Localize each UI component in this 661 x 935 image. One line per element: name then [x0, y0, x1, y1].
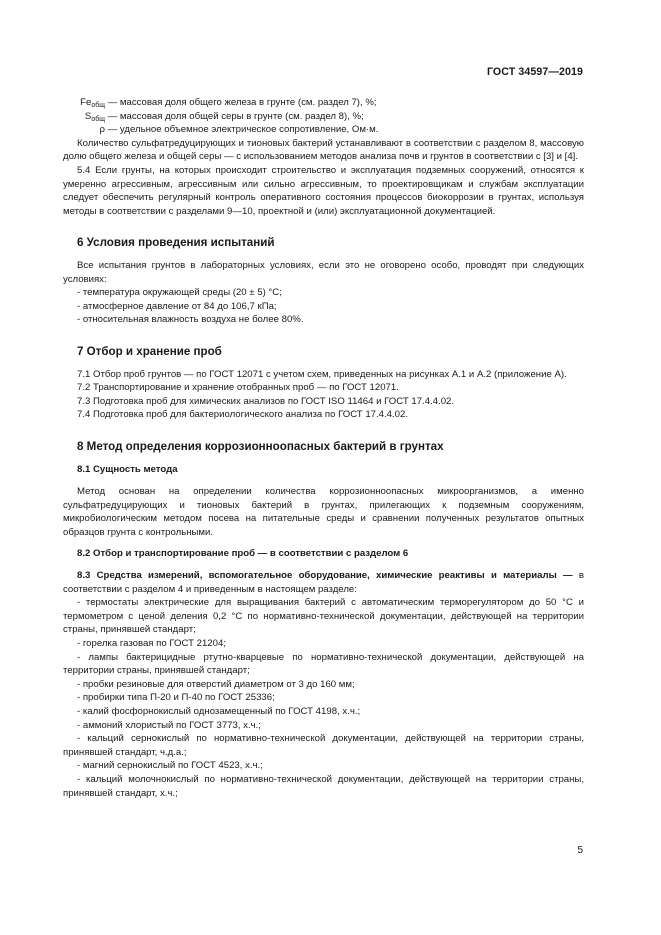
doc-code-header: ГОСТ 34597—2019 — [486, 66, 583, 78]
list-item: - атмосферное давление от 84 до 106,7 кПа; — [77, 300, 277, 312]
list-item: - термостаты электрические для выращивания бактерий с автоматическим терморегулятором до 50 °С и термометром с ценой деления 0,2 °С по нормативно-технической документации, действующей на территории страны, принявшей стандарт; — [63, 597, 584, 636]
clause-8-3-text: в соответствии с разделом 4 и приведенным в настоящем разделе: — [63, 570, 585, 595]
symbol: Fe — [80, 97, 92, 108]
definition-rho — [63, 123, 584, 137]
list-item: - лампы бактерицидные ртутно-кварцевые по нормативно-технической документации, действующей на территории страны, принявшей стандарт; — [63, 651, 584, 677]
clause-8-2-title: 8.2 Отбор и транспортирование проб — в соответствии с разделом 6 — [77, 548, 409, 560]
symbol: S — [84, 110, 92, 122]
page-content — [63, 96, 584, 800]
subscript: общ — [91, 115, 105, 123]
section-6-title: 6 Условия проведения испытаний — [77, 236, 275, 250]
symbol: ρ — [99, 124, 105, 136]
clause-8-1-text: Метод основан на определении количества коррозионноопасных микроорганизмов, а именно сульфатредуцирующих и тионовых бактерий в грунтах, прилегающих к подземным сооружениям, микробиологическим методом посева на питательные среды и сравнении полученных результатов опытных образцов грунта с контрольными. — [63, 486, 584, 538]
definition-text: — массовая доля общей серы в грунте (см. раздел 8), %; — [105, 110, 364, 122]
clause-7-4: 7.4 Подготовка проб для бактериологического анализа по ГОСТ 17.4.4.02. — [77, 409, 409, 421]
list-item: - пробки резиновые для отверстий диаметром от 3 до 160 мм; — [77, 678, 355, 690]
section-6-intro: Все испытания грунтов в лабораторных условиях, если это не оговорено особо, проводят при следующих условиях: — [63, 259, 584, 285]
clause-7-1: 7.1 Отбор проб грунтов — по ГОСТ 12071 с учетом схем, приведенных на рисунках А.1 и А.2 (приложение А). — [77, 368, 567, 380]
list-item: - кальций сернокислый по нормативно-технической документации, действующей на территории страны, принявшей стандарт, ч.д.а.; — [63, 733, 584, 758]
subscript: общ — [91, 102, 105, 109]
list-item: - магний сернокислый по ГОСТ 4523, х.ч.; — [77, 760, 263, 772]
paragraph-bacteria-count: Количество сульфатредуцирующих и тионовых бактерий устанавливают в соответствии с разделом 8, массовую долю общего железа и общей серы — с использованием методов анализа почв и грунтов в соответствии с [3] и [4]. — [63, 137, 584, 163]
page-number: 5 — [577, 845, 583, 856]
section-7-title: 7 Отбор и хранение проб — [77, 344, 222, 358]
clause-7-3: 7.3 Подготовка проб для химических анализов по ГОСТ ISO 11464 и ГОСТ 17.4.4.02. — [77, 395, 455, 407]
definition-s — [63, 110, 584, 124]
section-8-title: 8 Метод определения коррозионноопасных бактерий в грунтах — [77, 439, 444, 453]
list-item: - кальций молочнокислый по нормативно-технической документации, действующей на территории страны, принявшей стандарт, х.ч.; — [63, 773, 584, 799]
paragraph-5-4: 5.4 Если грунты, на которых происходит строительство и эксплуатация подземных сооружений, относятся к умеренно агрессивным, агрессивным или сильно агрессивным, то проектировщикам и службам эксплуатации следует обеспечить регулярный контроль оперативного состояния процессов биокоррозии в грунтах, используя методы в соответствии с разделами 9—10, проектной и (или) эксплуатационной документацией. — [63, 164, 584, 217]
definition-text: — удельное объемное электрическое сопротивление, Ом·м. — [105, 124, 379, 136]
definition-text: — массовая доля общего железа в грунте (см. раздел 7), %; — [105, 97, 377, 108]
clause-8-3-title: 8.3 Средства измерений, вспомогательное оборудование, химические реактивы и материалы — — [77, 570, 573, 582]
clause-8-1-title: 8.1 Сущность метода — [77, 464, 178, 476]
list-item: - аммоний хлористый по ГОСТ 3773, х.ч.; — [77, 719, 261, 731]
clause-7-2: 7.2 Транспортирование и хранение отобранных проб — по ГОСТ 12071. — [77, 382, 399, 394]
definition-fe — [63, 96, 584, 110]
list-item: - пробирки типа П-20 и П-40 по ГОСТ 25336; — [77, 692, 275, 704]
list-item: - относительная влажность воздуха не более 80%. — [77, 314, 304, 326]
list-item: - калий фосфорнокислый однозамещенный по ГОСТ 4198, х.ч.; — [77, 705, 361, 717]
list-item: - горелка газовая по ГОСТ 21204; — [77, 638, 226, 649]
list-item: - температура окружающей среды (20 ± 5) °С; — [77, 287, 282, 299]
clause-8-3 — [63, 569, 584, 596]
